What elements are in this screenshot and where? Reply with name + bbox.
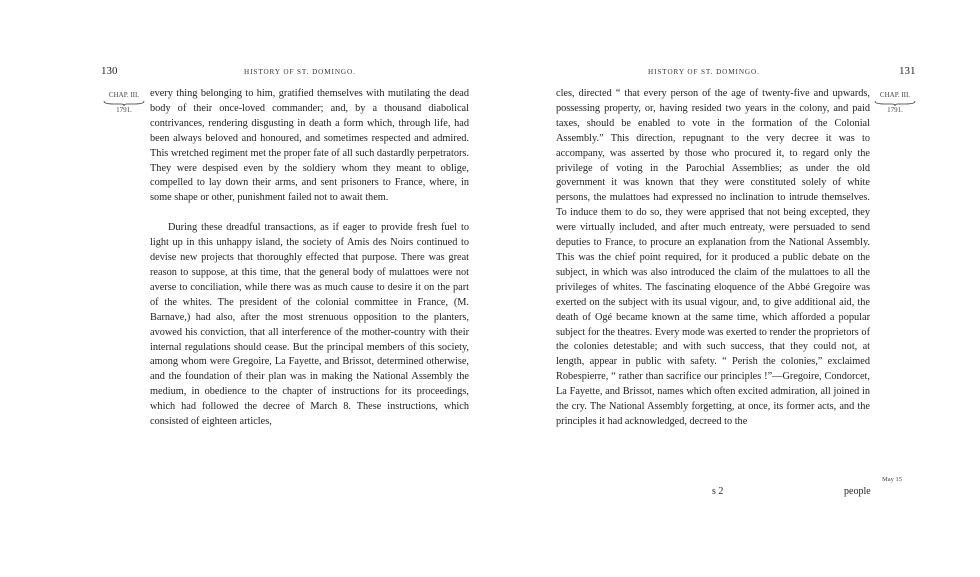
right-body-text (556, 87, 870, 430)
paragraph: every thing belonging to him, gratified themselves with mutilating the dead body of their once-loved commander; and, by a thousand diabolical contrivances, rendering disgusting in death a form which, through life, had been always beloved and honoured, and sometimes respected and admired. This wretched regiment met the proper fate of all such dastardly perpetrators. They were despised even by the soldiery whom they meant to oblige, compelled to lay down their arms, and sent prisoners to France, where, in some shape or other, punishment failed not to await them. (150, 88, 469, 204)
left-body-text (150, 87, 469, 430)
margin-note (101, 91, 147, 115)
right-page (490, 0, 980, 577)
running-head: HISTORY OF ST. DOMINGO. (244, 68, 356, 76)
margin-chapter: CHAP. III. (108, 91, 140, 99)
margin-date-note: May 15 (881, 476, 903, 483)
signature-mark: s 2 (712, 486, 724, 497)
catchword: people (844, 486, 871, 497)
running-head: HISTORY OF ST. DOMINGO. (648, 68, 760, 76)
margin-note (872, 91, 918, 115)
page-number: 130 (101, 65, 118, 77)
margin-chapter: CHAP. III. (879, 91, 911, 99)
page-number: 131 (899, 65, 916, 77)
paragraph: During these dreadful transactions, as if eager to provide fresh fuel to light up in this unhappy island, the society of Amis des Noirs continued to devise new projects that thoroughly effected that purpose. There was great reason to suppose, at this time, that the general body of mulattoes were not averse to conciliation, while there was as much cause to desire it on the part of the whites. The president of the colonial committee in France, (M. Barnave,) had also, after the most strenuous opposition to the planters, avowed his conviction, that all interference of the mother-country with their internal regulations should cease. But the principal members of this society, among whom were Gregoire, La Fayette, and Brissot, determined otherwise, and the foundation of their plan was in making the National Assembly the medium, in obedience to the chapter of instructions for its proceedings, which had followed the decree of March 8. These instructions, which consisted of eighteen articles, (150, 222, 469, 428)
paragraph: cles, directed “ that every person of the age of twenty-five and upwards, possessing property, or, having resided two years in the colony, and paid taxes, should be enabled to vote in the formation of the Colonial Assembly.” This direction, repugnant to the very decree it was to accompany, was asserted by those who procured it, to regard only the privilege of voting in the Parochial Assemblies; as under the old government it was known that they were constituted solely of white persons, the mulattoes had expressed no inclination to intrude themselves. To induce them to do so, they were apprised that not being excepted, they were virtually included, and after much entreaty, were persuaded to send deputies to France, to procure an explanation from the National Assembly. This was the chief point required, for it produced a public debate on the subject, in which was also introduced the claim of the mulattoes to all the privileges of whites. The fascinating eloquence of the Abbé Gregoire was exerted on the subject with its usual vigour, and, to give additional aid, the death of Ogé became known at the same time, which afforded a popular subject for the theatres. Every mode was exerted to render the proprietors of the colonies detestable; and with such success, that they could not, at length, appear in public with safety. “ Perish the colonies,” exclaimed Robespierre, “ rather than sacrifice our principles !”—Gregoire, Condorcet, La Fayette, and Brissot, names which often excited admiration, all joined in the cry. The National Assembly forgetting, at once, its former acts, and the principles it had acknowledged, decreed to the (556, 88, 870, 427)
margin-year: 1791. (116, 106, 132, 114)
margin-year: 1791. (887, 106, 903, 114)
